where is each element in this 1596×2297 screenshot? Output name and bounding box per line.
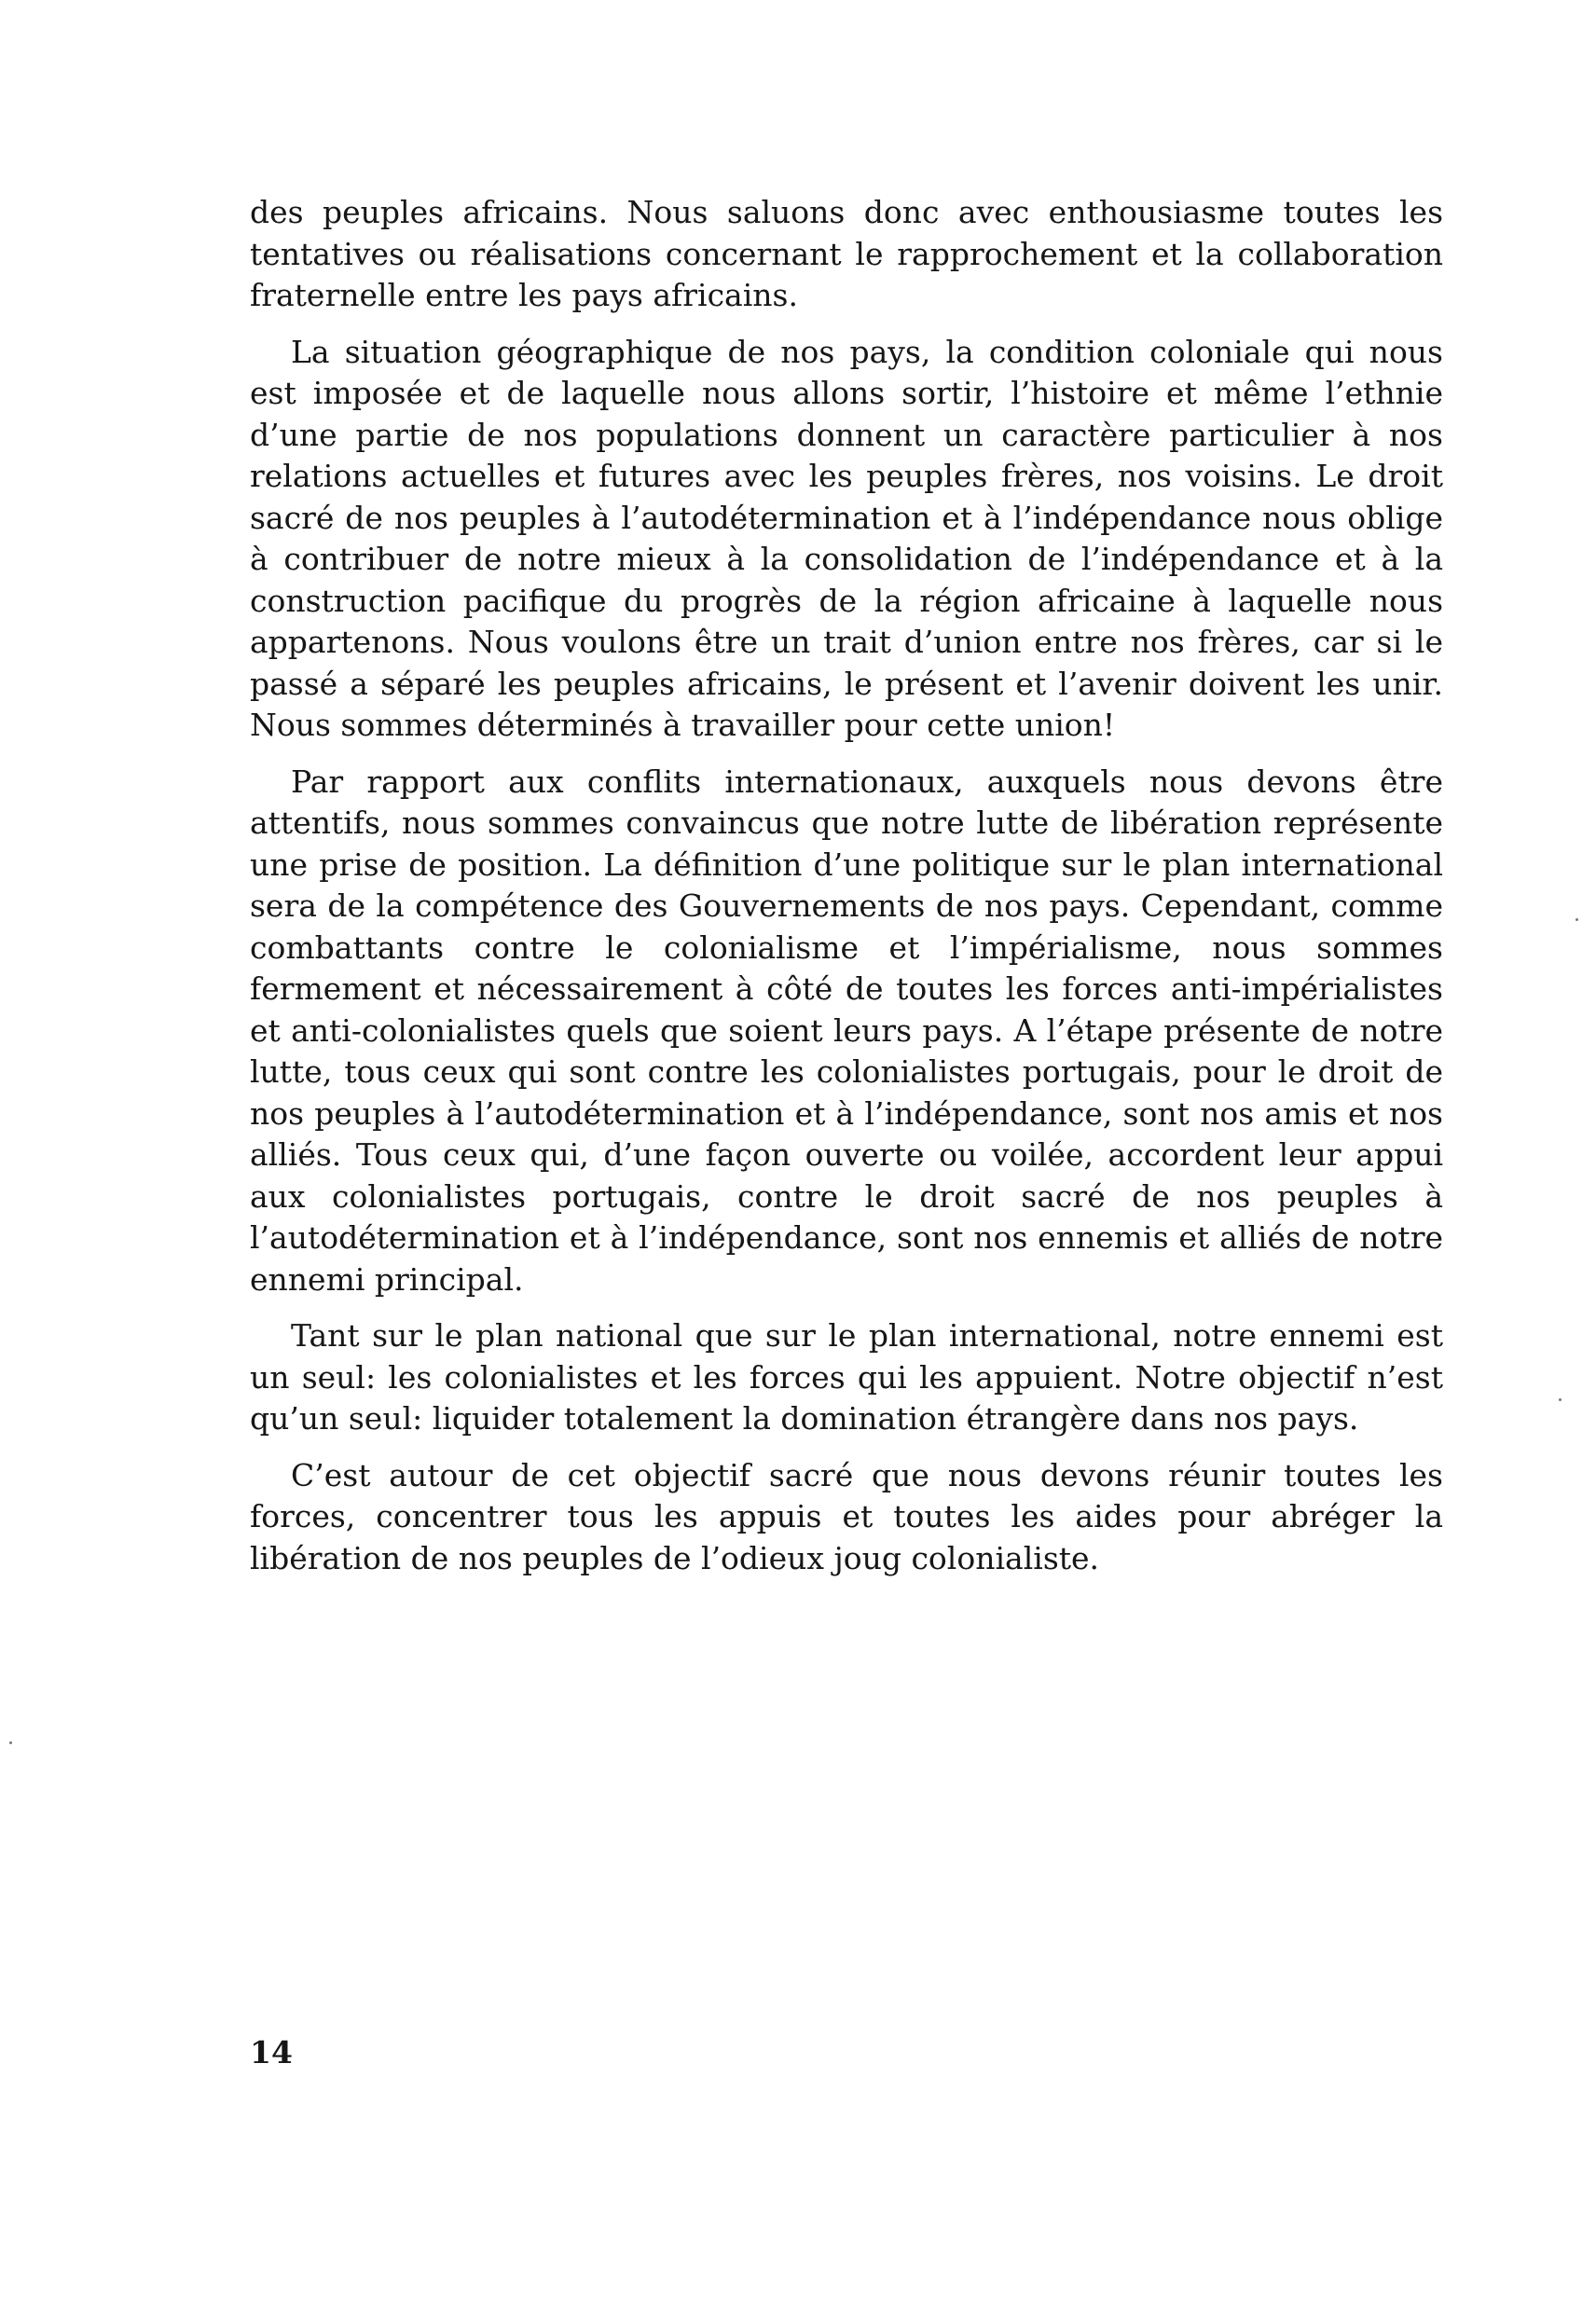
paragraph-1: des peuples africains. Nous saluons donc avec enthousiasme toutes les tentatives ou réalisations concernant le rapprochement et la collaboration fraternelle entre les pays africains. [250,194,1443,313]
scan-speck [9,1741,12,1744]
scan-speck [1575,918,1578,921]
paragraph-5: C’est autour de cet objectif sacré que nous devons réunir toutes les forces, concentrer tous les appuis et toutes les aides pour abréger la libération de nos peuples de l’odieux joug colonialiste. [250,1456,1443,1576]
paragraph-4: Tant sur le plan national que sur le plan international, notre ennemi est un seul: les colonialistes et les forces qui les appuient. Notre objectif n’est qu’un seul: liquider totalement la domination étrangère dans nos pays. [250,1317,1443,1437]
scan-speck [1559,1398,1562,1401]
paragraph-3: Par rapport aux conflits internationaux, auxquels nous devons être attentifs, nous sommes convaincus que notre lutte de libération représente une prise de position. La définition d’une politique sur le plan international sera de la compétence des Gouvernements de nos pays. Cependant, comme combattants contre le colonialisme et l’impérialisme, nous sommes fermement et nécessairement à côté de toutes les forces anti-impérialistes et anti-colonialistes quels que soient leurs pays. A l’étape présente de notre lutte, tous ceux qui sont contre les colonialistes portugais, pour le droit de nos peuples à l’autodétermination et à l’indépendance, sont nos amis et nos alliés. Tous ceux qui, d’une façon ouverte ou voilée, accordent leur appui aux colonialistes portugais, contre le droit sacré de nos peuples à l’autodétermination et à l’indépendance, sont nos ennemis et alliés de notre ennemi principal. [250,763,1443,1298]
body-text [250,192,1443,1594]
page-number: 14 [250,2034,293,2070]
paragraph-2: La situation géographique de nos pays, la condition coloniale qui nous est imposée et de laquelle nous allons sortir, l’histoire et même l’ethnie d’une partie de nos populations donnent un caractère particulier à nos relations actuelles et futures avec les peuples frères, nos voisins. Le droit sacré de nos peuples à l’autodétermination et à l’indépendance nous oblige à contribuer de notre mieux à la consolidation de l’indépendance et à la construction pacifique du progrès de la région africaine à laquelle nous appartenons. Nous voulons être un trait d’union entre nos frères, car si le passé a séparé les peuples africains, le présent et l’avenir doivent les unir. Nous sommes déterminés à travailler pour cette union! [250,333,1443,743]
